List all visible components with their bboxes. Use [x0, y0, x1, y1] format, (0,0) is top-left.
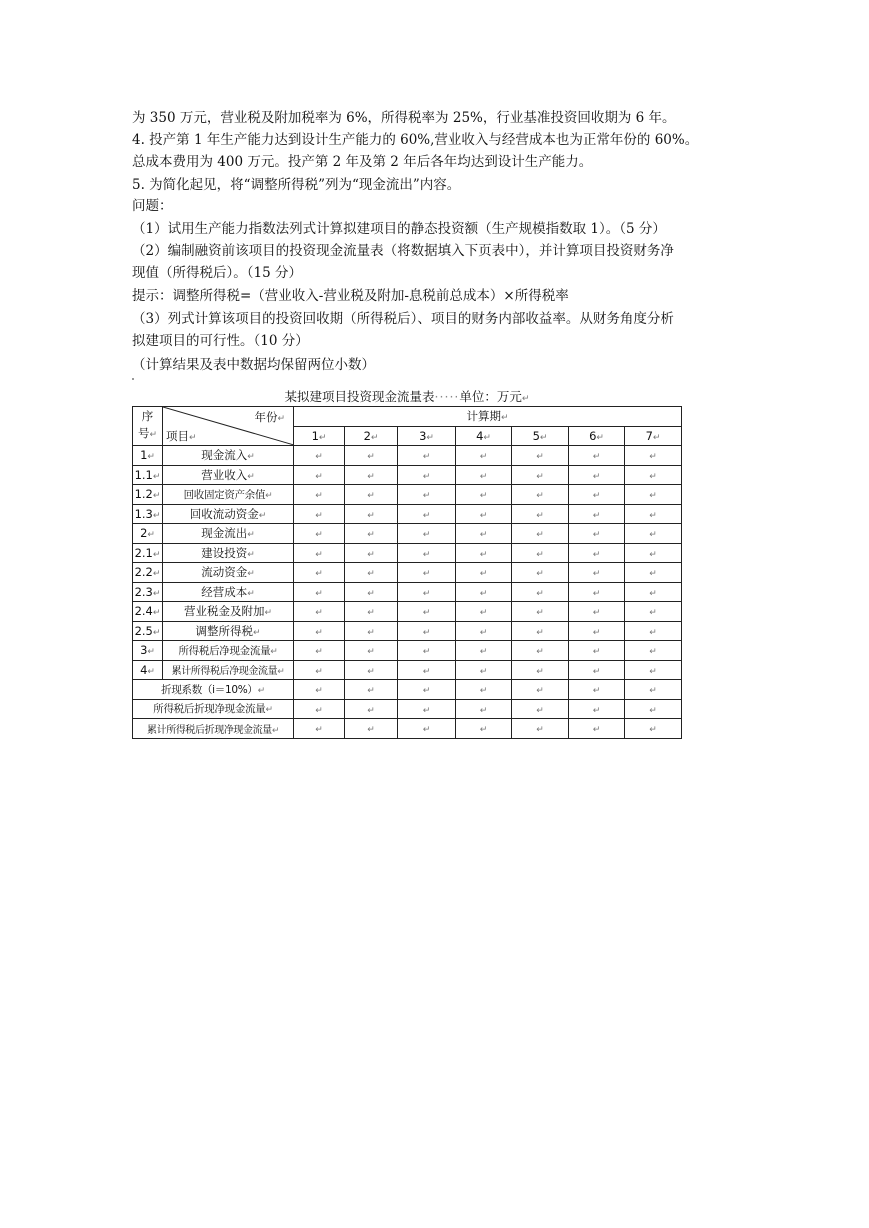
value-cell[interactable]: ↵ — [569, 641, 625, 661]
value-cell[interactable]: ↵ — [294, 641, 345, 661]
value-cell[interactable]: ↵ — [398, 582, 456, 602]
value-cell[interactable]: ↵ — [294, 582, 345, 602]
table-row — [133, 563, 682, 583]
text-line: 现值（所得税后）。（15 分） — [132, 265, 302, 281]
paragraph-mark: ↵ — [521, 394, 530, 404]
value-cell[interactable]: ↵ — [294, 504, 345, 524]
row-seq: 2.2↵ — [133, 563, 163, 583]
cash-flow-table — [132, 406, 682, 739]
stray-mark — [132, 378, 134, 380]
row-seq: 4↵ — [133, 660, 163, 680]
value-cell[interactable]: ↵ — [294, 524, 345, 544]
row-item-name: 所得税后净现金流量↵ — [163, 641, 294, 661]
value-cell[interactable]: ↵ — [294, 621, 345, 641]
table-title: 某拟建项目投资现金流量表 — [284, 389, 435, 404]
value-cell[interactable]: ↵ — [512, 641, 569, 661]
value-cell[interactable]: ↵ — [625, 699, 682, 719]
value-cell[interactable]: ↵ — [456, 563, 512, 583]
value-cell[interactable]: ↵ — [345, 621, 398, 641]
value-cell[interactable]: ↵ — [398, 602, 456, 622]
text-line: 5. 为简化起见，将“调整所得税”列为“现金流出”内容。 — [132, 177, 461, 193]
value-cell[interactable]: ↵ — [456, 524, 512, 544]
text-line: 为 350 万元，营业税及附加税率为 6%，所得税率为 25%，行业基准投资回收期为 6 年。 — [132, 110, 676, 126]
value-cell[interactable]: ↵ — [569, 563, 625, 583]
row-item-name: 调整所得税↵ — [163, 621, 294, 641]
value-cell[interactable]: ↵ — [456, 719, 512, 739]
row-seq: 1.2↵ — [133, 485, 163, 505]
table-caption — [132, 388, 682, 406]
value-cell[interactable]: ↵ — [456, 504, 512, 524]
text-line: 拟建项目的可行性。（10 分） — [132, 333, 309, 349]
value-cell[interactable]: ↵ — [456, 699, 512, 719]
value-cell[interactable]: ↵ — [625, 524, 682, 544]
text-line: 总成本费用为 400 万元。投产第 2 年及第 2 年后各年均达到设计生产能力。 — [132, 154, 593, 170]
text-line: （1）试用生产能力指数法列式计算拟建项目的静态投资额（生产规模指数取 1）。（5 分） — [132, 221, 666, 237]
table-row — [133, 621, 682, 641]
value-cell[interactable]: ↵ — [345, 465, 398, 485]
table-row — [133, 543, 682, 563]
value-cell[interactable]: ↵ — [569, 699, 625, 719]
value-cell[interactable]: ↵ — [512, 465, 569, 485]
row-item-name: 累计所得税后折现净现金流量↵ — [133, 719, 294, 739]
text-line: （2）编制融资前该项目的投资现金流量表（将数据填入下页表中），并计算项目投资财务净 — [132, 243, 674, 259]
value-cell[interactable]: ↵ — [456, 621, 512, 641]
table-row — [133, 504, 682, 524]
header-row-1 — [133, 407, 682, 427]
value-cell[interactable]: ↵ — [456, 582, 512, 602]
value-cell[interactable]: ↵ — [569, 582, 625, 602]
table-row — [133, 485, 682, 505]
value-cell[interactable]: ↵ — [569, 485, 625, 505]
value-cell[interactable]: ↵ — [512, 680, 569, 700]
table-row — [133, 524, 682, 544]
value-cell[interactable]: ↵ — [345, 524, 398, 544]
value-cell[interactable]: ↵ — [398, 719, 456, 739]
value-cell[interactable]: ↵ — [345, 719, 398, 739]
value-cell[interactable]: ↵ — [345, 641, 398, 661]
value-cell[interactable]: ↵ — [294, 719, 345, 739]
value-cell[interactable]: ↵ — [345, 446, 398, 466]
table-unit: 单位：万元 — [459, 389, 522, 404]
value-cell[interactable]: ↵ — [294, 660, 345, 680]
row-seq: 2.3↵ — [133, 582, 163, 602]
value-cell[interactable]: ↵ — [456, 446, 512, 466]
value-cell[interactable]: ↵ — [345, 699, 398, 719]
value-cell[interactable]: ↵ — [569, 660, 625, 680]
value-cell[interactable]: ↵ — [294, 485, 345, 505]
value-cell[interactable]: ↵ — [569, 446, 625, 466]
value-cell[interactable]: ↵ — [625, 485, 682, 505]
value-cell[interactable]: ↵ — [625, 680, 682, 700]
value-cell[interactable]: ↵ — [512, 602, 569, 622]
value-cell[interactable]: ↵ — [398, 504, 456, 524]
value-cell[interactable]: ↵ — [625, 543, 682, 563]
diagonal-header — [163, 407, 294, 446]
table-row — [133, 660, 682, 680]
value-cell[interactable]: ↵ — [625, 719, 682, 739]
row-item-name: 回收固定资产余值↵ — [163, 485, 294, 505]
value-cell[interactable]: ↵ — [456, 641, 512, 661]
value-cell[interactable]: ↵ — [512, 699, 569, 719]
value-cell[interactable]: ↵ — [512, 582, 569, 602]
value-cell[interactable]: ↵ — [345, 504, 398, 524]
value-cell[interactable]: ↵ — [294, 602, 345, 622]
period-header-cell: 7↵ — [625, 426, 682, 446]
row-seq: 2↵ — [133, 524, 163, 544]
value-cell[interactable]: ↵ — [456, 680, 512, 700]
period-header: 计算期↵ — [294, 407, 682, 427]
table-row — [133, 582, 682, 602]
period-header-cell: 3↵ — [398, 426, 456, 446]
row-seq: 2.5↵ — [133, 621, 163, 641]
value-cell[interactable]: ↵ — [345, 543, 398, 563]
value-cell[interactable]: ↵ — [398, 563, 456, 583]
row-item-name: 折现系数（i＝10%）↵ — [133, 680, 294, 700]
title-dots: ····· — [434, 389, 460, 404]
value-cell[interactable]: ↵ — [456, 543, 512, 563]
seq-header-top: 序 — [141, 409, 154, 423]
value-cell[interactable]: ↵ — [625, 582, 682, 602]
value-cell[interactable]: ↵ — [398, 465, 456, 485]
period-header-cell: 5↵ — [512, 426, 569, 446]
value-cell[interactable]: ↵ — [569, 680, 625, 700]
value-cell[interactable]: ↵ — [398, 621, 456, 641]
row-item-name: 建设投资↵ — [163, 543, 294, 563]
value-cell[interactable]: ↵ — [512, 446, 569, 466]
value-cell[interactable]: ↵ — [625, 446, 682, 466]
value-cell[interactable]: ↵ — [398, 660, 456, 680]
value-cell[interactable]: ↵ — [625, 563, 682, 583]
value-cell[interactable]: ↵ — [512, 719, 569, 739]
value-cell[interactable]: ↵ — [398, 680, 456, 700]
value-cell[interactable]: ↵ — [345, 602, 398, 622]
value-cell[interactable]: ↵ — [625, 641, 682, 661]
value-cell[interactable]: ↵ — [456, 602, 512, 622]
period-header-cell: 6↵ — [569, 426, 625, 446]
value-cell[interactable]: ↵ — [625, 504, 682, 524]
value-cell[interactable]: ↵ — [456, 465, 512, 485]
table-row — [133, 446, 682, 466]
value-cell[interactable]: ↵ — [398, 485, 456, 505]
table-row — [133, 719, 682, 739]
table-row — [133, 465, 682, 485]
row-seq: 1.3↵ — [133, 504, 163, 524]
value-cell[interactable]: ↵ — [569, 602, 625, 622]
value-cell[interactable]: ↵ — [294, 699, 345, 719]
text-line: （计算结果及表中数据均保留两位小数） — [132, 357, 375, 373]
value-cell[interactable]: ↵ — [512, 621, 569, 641]
table-row — [133, 602, 682, 622]
value-cell[interactable]: ↵ — [512, 485, 569, 505]
row-seq: 2.4↵ — [133, 602, 163, 622]
value-cell[interactable]: ↵ — [625, 465, 682, 485]
value-cell[interactable]: ↵ — [294, 680, 345, 700]
row-item-name: 营业收入↵ — [163, 465, 294, 485]
value-cell[interactable]: ↵ — [625, 602, 682, 622]
value-cell[interactable]: ↵ — [398, 524, 456, 544]
row-item-name: 累计所得税后净现金流量↵ — [163, 660, 294, 680]
diagonal-header-item: 项目↵ — [166, 429, 197, 443]
text-line: 4. 投产第 1 年生产能力达到设计生产能力的 60%,营业收入与经营成本也为正常年份的 60%。 — [132, 132, 699, 148]
value-cell[interactable]: ↵ — [456, 485, 512, 505]
row-item-name: 流动资金↵ — [163, 563, 294, 583]
period-header-cell: 1↵ — [294, 426, 345, 446]
row-item-name: 回收流动资金↵ — [163, 504, 294, 524]
row-seq: 2.1↵ — [133, 543, 163, 563]
value-cell[interactable]: ↵ — [345, 563, 398, 583]
value-cell[interactable]: ↵ — [294, 563, 345, 583]
row-seq: 1.1↵ — [133, 465, 163, 485]
value-cell[interactable]: ↵ — [569, 504, 625, 524]
value-cell[interactable]: ↵ — [398, 699, 456, 719]
period-header-cell: 2↵ — [345, 426, 398, 446]
table-row — [133, 680, 682, 700]
value-cell[interactable]: ↵ — [456, 660, 512, 680]
value-cell[interactable]: ↵ — [569, 719, 625, 739]
value-cell[interactable]: ↵ — [512, 504, 569, 524]
row-item-name: 现金流入↵ — [163, 446, 294, 466]
value-cell[interactable]: ↵ — [345, 680, 398, 700]
value-cell[interactable]: ↵ — [625, 621, 682, 641]
table-row — [133, 641, 682, 661]
row-item-name: 现金流出↵ — [163, 524, 294, 544]
row-item-name: 经营成本↵ — [163, 582, 294, 602]
value-cell[interactable]: ↵ — [398, 446, 456, 466]
period-header-cell: 4↵ — [456, 426, 512, 446]
table-row — [133, 699, 682, 719]
value-cell[interactable]: ↵ — [512, 563, 569, 583]
value-cell[interactable]: ↵ — [345, 660, 398, 680]
value-cell[interactable]: ↵ — [512, 660, 569, 680]
row-seq: 3↵ — [133, 641, 163, 661]
value-cell[interactable]: ↵ — [512, 543, 569, 563]
value-cell[interactable]: ↵ — [294, 543, 345, 563]
value-cell[interactable]: ↵ — [398, 641, 456, 661]
value-cell[interactable]: ↵ — [345, 485, 398, 505]
row-item-name: 营业税金及附加↵ — [163, 602, 294, 622]
text-line: （3）列式计算该项目的投资回收期（所得税后）、项目的财务内部收益率。从财务角度分析 — [132, 311, 674, 327]
value-cell[interactable]: ↵ — [294, 465, 345, 485]
value-cell[interactable]: ↵ — [512, 524, 569, 544]
seq-header-bottom: 号↵ — [137, 426, 158, 440]
value-cell[interactable]: ↵ — [569, 524, 625, 544]
row-item-name: 所得税后折现净现金流量↵ — [133, 699, 294, 719]
value-cell[interactable]: ↵ — [398, 543, 456, 563]
value-cell[interactable]: ↵ — [625, 660, 682, 680]
value-cell[interactable]: ↵ — [569, 543, 625, 563]
text-line: 提示：调整所得税=（营业收入-营业税及附加-息税前总成本）×所得税率 — [132, 288, 569, 304]
seq-header — [133, 407, 163, 446]
diagonal-header-year: 年份↵ — [254, 410, 285, 424]
value-cell[interactable]: ↵ — [345, 582, 398, 602]
value-cell[interactable]: ↵ — [294, 446, 345, 466]
text-line: 问题： — [132, 198, 173, 214]
row-seq: 1↵ — [133, 446, 163, 466]
value-cell[interactable]: ↵ — [569, 621, 625, 641]
value-cell[interactable]: ↵ — [569, 465, 625, 485]
